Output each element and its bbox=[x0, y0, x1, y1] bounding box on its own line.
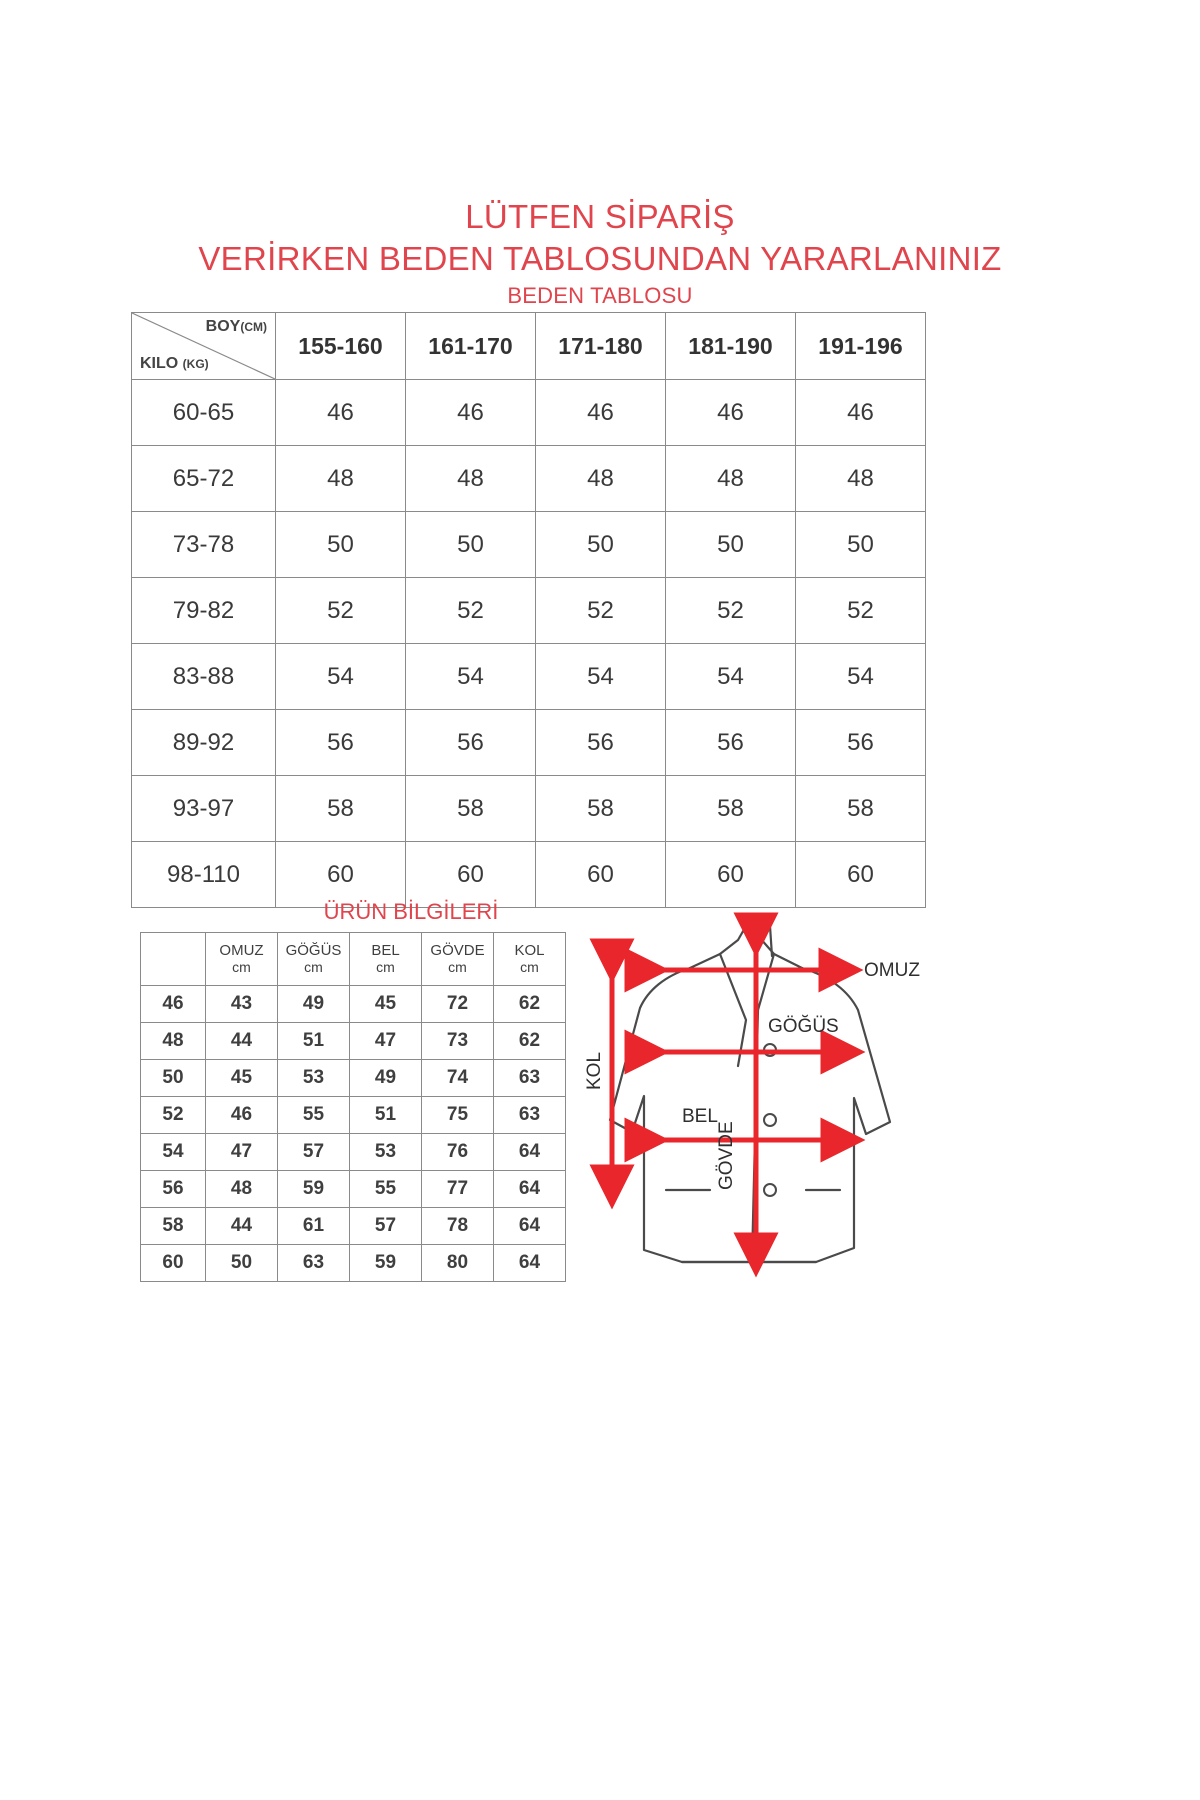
measure-cell: 44 bbox=[206, 1023, 278, 1060]
weight-range-cell: 98-110 bbox=[132, 842, 276, 908]
size-cell: 58 bbox=[796, 776, 926, 842]
product-info-table bbox=[140, 932, 566, 1282]
measure-cell: 47 bbox=[206, 1134, 278, 1171]
measure-cell: 61 bbox=[278, 1208, 350, 1245]
label-govde: GÖVDE bbox=[716, 1121, 737, 1190]
size-table-subtitle: BEDEN TABLOSU bbox=[507, 283, 693, 308]
table-row bbox=[141, 1208, 566, 1245]
size-cell: 50 bbox=[276, 512, 406, 578]
product-info-title: ÜRÜN BİLGİLERİ bbox=[323, 899, 499, 924]
measure-cell: 74 bbox=[422, 1060, 494, 1097]
measure-cell: 80 bbox=[422, 1245, 494, 1282]
size-cell: 60 bbox=[536, 842, 666, 908]
col-unit: cm bbox=[520, 959, 539, 975]
measure-cell: 44 bbox=[206, 1208, 278, 1245]
size-cell: 60 bbox=[406, 842, 536, 908]
height-range-header-0: 155-160 bbox=[276, 313, 406, 380]
size-cell: 56 bbox=[276, 710, 406, 776]
measure-cell: 77 bbox=[422, 1171, 494, 1208]
weight-range-cell: 93-97 bbox=[132, 776, 276, 842]
table-row bbox=[132, 710, 926, 776]
product-size-cell: 48 bbox=[141, 1023, 206, 1060]
measure-cell: 53 bbox=[278, 1060, 350, 1097]
product-info-col-omuz bbox=[206, 933, 278, 986]
size-table-header-row bbox=[132, 313, 926, 380]
size-cell: 48 bbox=[796, 446, 926, 512]
size-cell: 46 bbox=[536, 380, 666, 446]
product-info-header-row bbox=[141, 933, 566, 986]
size-cell: 48 bbox=[536, 446, 666, 512]
size-table bbox=[131, 312, 926, 908]
size-cell: 48 bbox=[276, 446, 406, 512]
measure-cell: 57 bbox=[278, 1134, 350, 1171]
size-cell: 52 bbox=[536, 578, 666, 644]
measure-cell: 57 bbox=[350, 1208, 422, 1245]
height-range-header-2: 171-180 bbox=[536, 313, 666, 380]
height-range-header-4: 191-196 bbox=[796, 313, 926, 380]
size-cell: 56 bbox=[406, 710, 536, 776]
col-name: GÖVDE bbox=[430, 942, 485, 959]
product-info-col-bel bbox=[350, 933, 422, 986]
product-size-cell: 54 bbox=[141, 1134, 206, 1171]
garment-diagram bbox=[570, 890, 990, 1310]
height-range-header-1: 161-170 bbox=[406, 313, 536, 380]
size-cell: 58 bbox=[276, 776, 406, 842]
size-cell: 54 bbox=[796, 644, 926, 710]
product-info-col-gogus bbox=[278, 933, 350, 986]
product-size-cell: 56 bbox=[141, 1171, 206, 1208]
measure-cell: 50 bbox=[206, 1245, 278, 1282]
weight-range-cell: 65-72 bbox=[132, 446, 276, 512]
label-kol: KOL bbox=[584, 1051, 605, 1090]
measure-cell: 64 bbox=[494, 1208, 566, 1245]
weight-range-cell: 83-88 bbox=[132, 644, 276, 710]
table-row bbox=[132, 380, 926, 446]
measure-cell: 64 bbox=[494, 1245, 566, 1282]
jacket-illustration-icon bbox=[570, 890, 990, 1310]
table-row bbox=[141, 986, 566, 1023]
height-axis-label: BOY(CM) bbox=[205, 318, 267, 335]
measure-cell: 63 bbox=[494, 1060, 566, 1097]
measure-cell: 55 bbox=[278, 1097, 350, 1134]
size-cell: 58 bbox=[406, 776, 536, 842]
measure-cell: 49 bbox=[278, 986, 350, 1023]
size-cell: 54 bbox=[666, 644, 796, 710]
size-cell: 52 bbox=[796, 578, 926, 644]
size-cell: 56 bbox=[536, 710, 666, 776]
weight-axis-label: KILO (KG) bbox=[140, 355, 209, 372]
size-cell: 46 bbox=[666, 380, 796, 446]
measure-cell: 55 bbox=[350, 1171, 422, 1208]
col-name: OMUZ bbox=[219, 942, 264, 959]
size-cell: 46 bbox=[406, 380, 536, 446]
product-size-cell: 60 bbox=[141, 1245, 206, 1282]
col-unit: cm bbox=[376, 959, 395, 975]
measure-cell: 72 bbox=[422, 986, 494, 1023]
table-row bbox=[132, 512, 926, 578]
axis-corner-cell bbox=[132, 313, 276, 380]
table-row bbox=[141, 1060, 566, 1097]
product-info-col-govde bbox=[422, 933, 494, 986]
page-title bbox=[0, 196, 1200, 280]
size-cell: 50 bbox=[536, 512, 666, 578]
measure-cell: 49 bbox=[350, 1060, 422, 1097]
size-cell: 56 bbox=[666, 710, 796, 776]
measure-cell: 59 bbox=[350, 1245, 422, 1282]
product-size-cell: 50 bbox=[141, 1060, 206, 1097]
height-range-header-3: 181-190 bbox=[666, 313, 796, 380]
product-info-col-size bbox=[141, 933, 206, 986]
measure-cell: 75 bbox=[422, 1097, 494, 1134]
table-row bbox=[132, 644, 926, 710]
measure-cell: 63 bbox=[494, 1097, 566, 1134]
table-row bbox=[141, 1023, 566, 1060]
measure-cell: 64 bbox=[494, 1171, 566, 1208]
label-gogus: GÖĞÜS bbox=[768, 1016, 839, 1037]
measure-cell: 53 bbox=[350, 1134, 422, 1171]
product-info-col-kol bbox=[494, 933, 566, 986]
product-size-cell: 52 bbox=[141, 1097, 206, 1134]
size-cell: 48 bbox=[406, 446, 536, 512]
col-name: KOL bbox=[514, 942, 545, 959]
title-line-2: VERİRKEN BEDEN TABLOSUNDAN YARARLANINIZ bbox=[198, 240, 1002, 277]
measure-cell: 48 bbox=[206, 1171, 278, 1208]
label-omuz: OMUZ bbox=[864, 960, 920, 981]
measure-cell: 59 bbox=[278, 1171, 350, 1208]
table-row bbox=[141, 1097, 566, 1134]
measure-cell: 63 bbox=[278, 1245, 350, 1282]
weight-range-cell: 73-78 bbox=[132, 512, 276, 578]
measure-cell: 76 bbox=[422, 1134, 494, 1171]
col-unit: cm bbox=[448, 959, 467, 975]
measure-cell: 62 bbox=[494, 1023, 566, 1060]
col-name: BEL bbox=[371, 942, 400, 959]
size-cell: 54 bbox=[536, 644, 666, 710]
size-cell: 58 bbox=[536, 776, 666, 842]
measure-cell: 51 bbox=[278, 1023, 350, 1060]
size-cell: 50 bbox=[796, 512, 926, 578]
measure-cell: 45 bbox=[206, 1060, 278, 1097]
size-cell: 60 bbox=[796, 842, 926, 908]
size-cell: 56 bbox=[796, 710, 926, 776]
measure-cell: 47 bbox=[350, 1023, 422, 1060]
size-cell: 52 bbox=[666, 578, 796, 644]
size-cell: 48 bbox=[666, 446, 796, 512]
size-cell: 60 bbox=[276, 842, 406, 908]
table-row bbox=[132, 578, 926, 644]
measure-cell: 73 bbox=[422, 1023, 494, 1060]
size-cell: 50 bbox=[666, 512, 796, 578]
measure-cell: 51 bbox=[350, 1097, 422, 1134]
product-size-cell: 58 bbox=[141, 1208, 206, 1245]
measure-cell: 43 bbox=[206, 986, 278, 1023]
table-row bbox=[132, 446, 926, 512]
table-row bbox=[132, 776, 926, 842]
measure-cell: 78 bbox=[422, 1208, 494, 1245]
label-bel: BEL bbox=[682, 1106, 718, 1127]
col-unit: cm bbox=[232, 959, 251, 975]
size-cell: 46 bbox=[796, 380, 926, 446]
size-cell: 46 bbox=[276, 380, 406, 446]
measure-cell: 64 bbox=[494, 1134, 566, 1171]
col-unit: cm bbox=[304, 959, 323, 975]
size-cell: 50 bbox=[406, 512, 536, 578]
measure-cell: 46 bbox=[206, 1097, 278, 1134]
size-cell: 52 bbox=[406, 578, 536, 644]
size-cell: 54 bbox=[406, 644, 536, 710]
size-cell: 54 bbox=[276, 644, 406, 710]
title-line-1: LÜTFEN SİPARİŞ bbox=[465, 198, 735, 235]
product-size-cell: 46 bbox=[141, 986, 206, 1023]
measure-cell: 45 bbox=[350, 986, 422, 1023]
table-row bbox=[141, 1171, 566, 1208]
size-cell: 58 bbox=[666, 776, 796, 842]
measure-cell: 62 bbox=[494, 986, 566, 1023]
table-row bbox=[141, 1245, 566, 1282]
weight-range-cell: 79-82 bbox=[132, 578, 276, 644]
weight-range-cell: 89-92 bbox=[132, 710, 276, 776]
table-row bbox=[141, 1134, 566, 1171]
size-cell: 52 bbox=[276, 578, 406, 644]
col-name: GÖĞÜS bbox=[285, 942, 342, 959]
weight-range-cell: 60-65 bbox=[132, 380, 276, 446]
size-cell: 60 bbox=[666, 842, 796, 908]
